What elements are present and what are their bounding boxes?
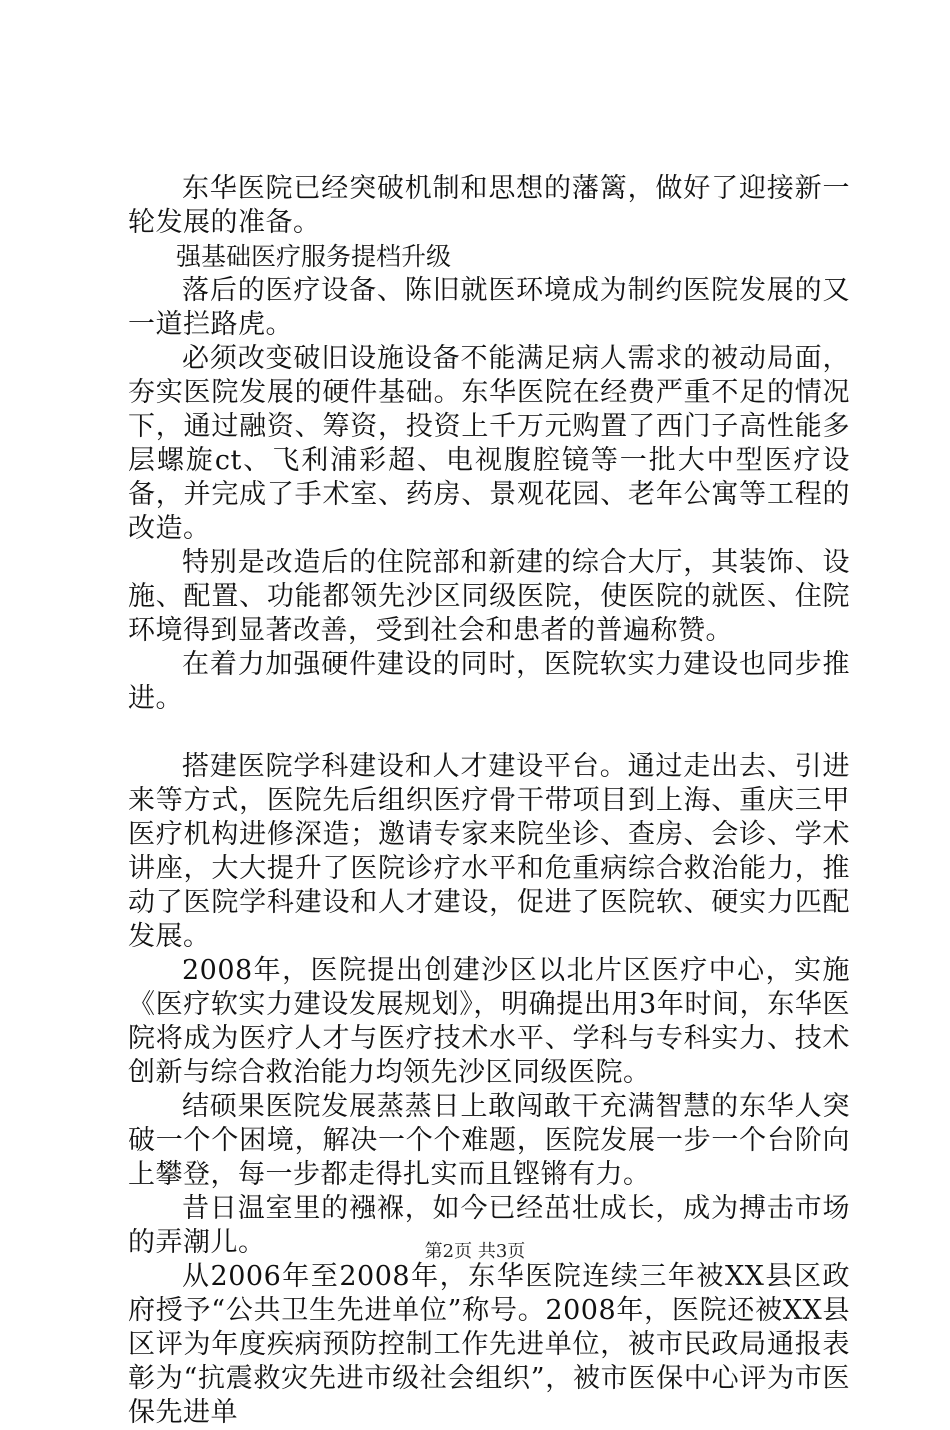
paragraph: 落后的医疗设备、陈旧就医环境成为制约医院发展的又一道拦路虎。	[128, 275, 850, 340]
paragraph: 昔日温室里的襁褓，如今已经茁壮成长，成为搏击市场的弄潮儿。	[128, 1193, 850, 1258]
section-heading: 强基础医疗服务提档升级	[176, 242, 452, 271]
paragraph: 特别是改造后的住院部和新建的综合大厅，其装饰、设施、配置、功能都领先沙区同级医院，使医院的就医、住院环境得到显著改善，受到社会和患者的普遍称赞。	[128, 547, 850, 646]
paragraph: 在着力加强硬件建设的同时，医院软实力建设也同步推进。	[128, 649, 850, 714]
paragraph: 2008年，医院提出创建沙区以北片区医疗中心，实施《医疗软实力建设发展规划》，明确提出用3年时间，东华医院将成为医疗人才与医疗技术水平、学科与专科实力、技术创新与综合救治能力均领先沙区同级医院。	[128, 955, 850, 1088]
paragraph: 搭建医院学科建设和人才建设平台。通过走出去、引进来等方式，医院先后组织医疗骨干带项目到上海、重庆三甲医疗机构进修深造；邀请专家来院坐诊、查房、会诊、学术讲座，大大提升了医院诊疗水平和危重病综合救治能力，推动了医院学科建设和人才建设，促进了医院软、硬实力匹配发展。	[128, 751, 850, 952]
blank-line	[128, 716, 850, 750]
paragraph: 必须改变破旧设施设备不能满足病人需求的被动局面，夯实医院发展的硬件基础。东华医院在经费严重不足的情况下，通过融资、筹资，投资上千万元购置了西门子高性能多层螺旋ct、飞利浦彩超、电视腹腔镜等一批大中型医疗设备，并完成了手术室、药房、景观花园、老年公寓等工程的改造。	[128, 343, 850, 544]
page-number-footer: 第2页 共3页	[424, 1241, 526, 1262]
paragraph: 结硕果医院发展蒸蒸日上敢闯敢干充满智慧的东华人突破一个个困境，解决一个个难题，医院发展一步一个台阶向上攀登，每一步都走得扎实而且铿锵有力。	[128, 1091, 850, 1190]
paragraph: 从2006年至2008年，东华医院连续三年被XX县区政府授予“公共卫生先进单位”称号。2008年，医院还被XX县区评为年度疾病预防控制工作先进单位，被市民政局通报表彰为“抗震救灾先进市级社会组织”，被市医保中心评为市医保先进单	[128, 1261, 850, 1428]
paragraph: 东华医院已经突破机制和思想的藩篱，做好了迎接新一轮发展的准备。	[128, 173, 850, 238]
